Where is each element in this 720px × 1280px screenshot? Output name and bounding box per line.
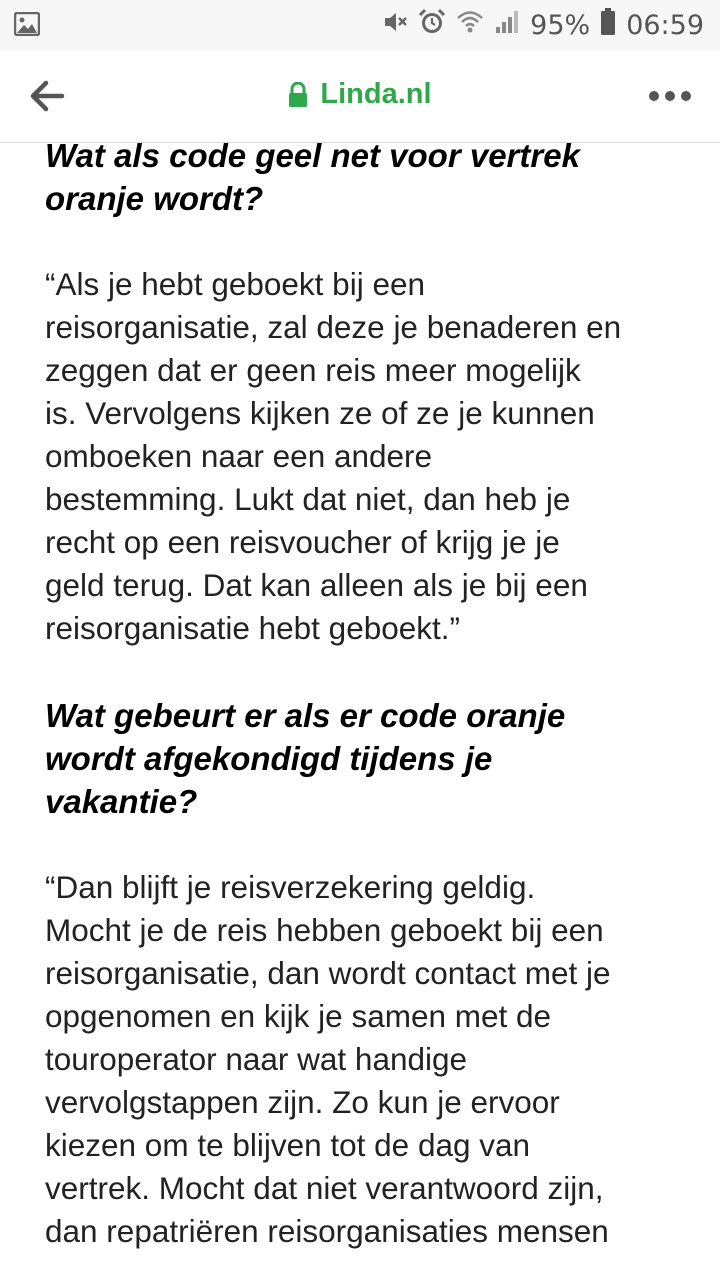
- paragraph-line: zeggen dat er geen reis meer mogelijk: [45, 352, 581, 388]
- paragraph: [45, 866, 685, 1253]
- section-heading: [45, 694, 685, 823]
- more-options-button[interactable]: [646, 80, 694, 112]
- wifi-icon: [456, 9, 484, 42]
- signal-icon: [494, 9, 520, 42]
- paragraph-line: “Dan blijft je reisverzekering geldig.: [45, 869, 536, 905]
- paragraph-line: kiezen om te blijven tot de dag van: [45, 1127, 531, 1163]
- site-name: Linda.nl: [320, 78, 432, 110]
- heading-line: vakantie?: [45, 783, 198, 820]
- paragraph-line: geld terug. Dat kan alleen als je bij een: [45, 567, 588, 603]
- heading-line: Wat gebeurt er als er code oranje: [45, 697, 566, 734]
- paragraph-line: bestemming. Lukt dat niet, dan heb je: [45, 481, 571, 517]
- more-dots-icon: [646, 80, 694, 112]
- paragraph-line: omboeken naar een andere: [45, 438, 433, 474]
- paragraph-line: vertrek. Mocht dat niet verantwoord zijn,: [45, 1170, 604, 1206]
- image-notification-icon: [14, 12, 40, 41]
- paragraph-line: “Als je hebt geboekt bij een: [45, 266, 425, 302]
- article: [45, 143, 685, 1253]
- paragraph-line: dan repatriëren reisorganisaties mensen: [45, 1213, 609, 1249]
- paragraph-line: Mocht je de reis hebben geboekt bij een: [45, 912, 604, 948]
- battery-percentage: 95%: [530, 9, 591, 41]
- lock-icon: [288, 82, 308, 108]
- paragraph-line: vervolgstappen zijn. Zo kun je ervoor: [45, 1084, 560, 1120]
- paragraph-line: reisorganisatie, zal deze je benaderen en: [45, 309, 622, 345]
- paragraph-line: opgenomen en kijk je samen met de: [45, 998, 552, 1034]
- heading-line: wordt afgekondigd tijdens je: [45, 740, 493, 777]
- paragraph-line: reisorganisatie hebt geboekt.”: [45, 610, 461, 646]
- heading-line: oranje wordt?: [45, 180, 264, 217]
- paragraph-line: touroperator naar wat handige: [45, 1041, 468, 1077]
- page-content[interactable]: [0, 143, 720, 1280]
- paragraph-line: is. Vervolgens kijken ze of ze je kunnen: [45, 395, 595, 431]
- paragraph-line: recht op een reisvoucher of krijg je je: [45, 524, 560, 560]
- browser-toolbar: [0, 50, 720, 143]
- section-heading: [45, 143, 685, 220]
- heading-line: Wat als code geel net voor vertrek: [45, 143, 580, 174]
- status-bar: [0, 0, 720, 50]
- paragraph-line: reisorganisatie, dan wordt contact met je: [45, 955, 611, 991]
- site-address[interactable]: [0, 78, 720, 111]
- mute-icon: [382, 9, 408, 42]
- alarm-icon: [418, 8, 446, 43]
- battery-icon: [600, 8, 616, 43]
- clock: 06:59: [626, 9, 704, 41]
- paragraph: [45, 263, 685, 650]
